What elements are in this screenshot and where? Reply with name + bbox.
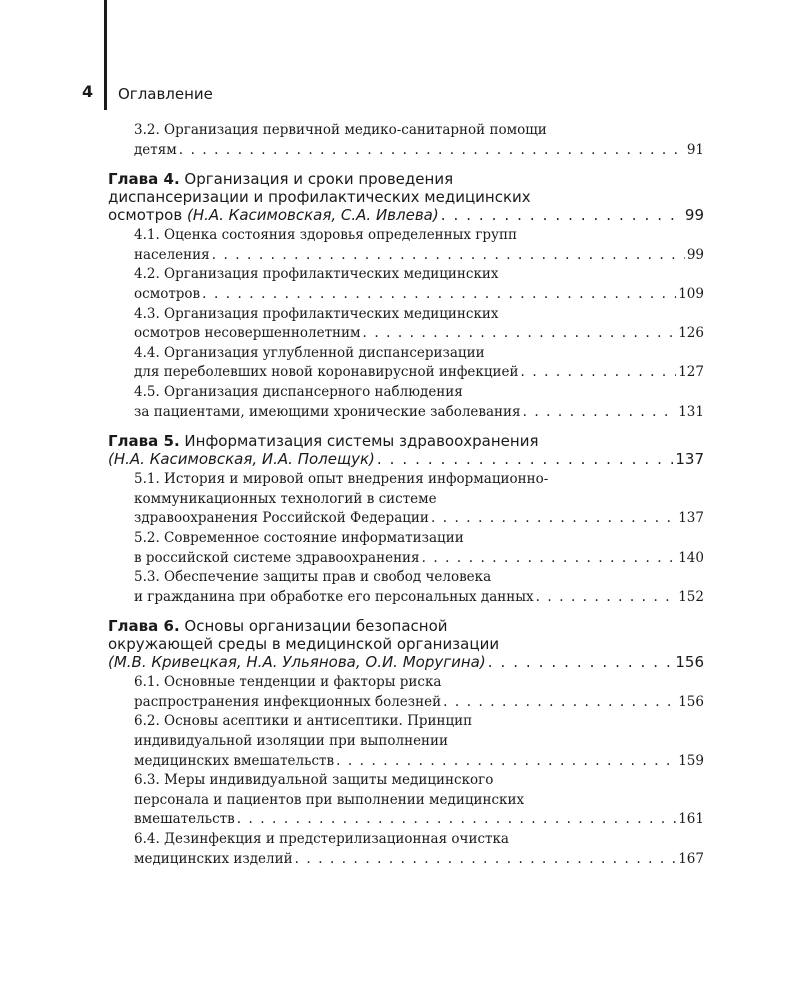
chapter-page-number: 99 [684, 206, 704, 225]
toc-entry-line: 3.2. Организация первичной медико-санитарной помощи [134, 122, 547, 138]
toc-entry-line: 6.4. Дезинфекция и предстерилизационная очистка [134, 831, 509, 848]
dot-leader [179, 141, 685, 161]
toc-entry-last-line [134, 509, 704, 529]
dot-leader [212, 246, 685, 266]
toc-entry-last-line [134, 285, 704, 305]
chapter-sections [108, 673, 704, 869]
chapter-authors-line [108, 206, 704, 224]
toc-page-number: 152 [678, 588, 704, 605]
toc-entry[interactable] [134, 121, 704, 160]
toc-entry-last-line [134, 752, 704, 772]
chapter-authors-line [108, 653, 704, 671]
chapter-authors-wrap [108, 653, 486, 671]
toc-entry[interactable] [134, 771, 704, 830]
toc-chapter [108, 432, 704, 607]
running-header-title: Оглавление [118, 85, 213, 103]
margin-rule [104, 0, 107, 110]
toc-entry[interactable] [134, 226, 704, 265]
chapter-title-line [108, 617, 704, 635]
toc-entry-text: населения [134, 246, 210, 263]
toc-entry-line: 4.5. Организация диспансерного наблюдения [134, 383, 463, 400]
toc-entry-last-line [134, 141, 704, 161]
page-number: 4 [82, 82, 94, 101]
toc-entry[interactable] [134, 383, 704, 422]
toc-entry-last-line [134, 363, 704, 383]
chapter-label: Глава 5. [108, 432, 180, 451]
chapter-label: Глава 6. [108, 617, 180, 636]
toc-entry[interactable] [134, 470, 704, 529]
toc-entry-text: в российской системе здравоохранения [134, 549, 420, 566]
chapter-page-number: 137 [675, 450, 704, 469]
toc-entry-last-line [134, 810, 704, 830]
chapter-sections [108, 226, 704, 422]
toc-entry-last-line [134, 324, 704, 344]
chapter-title-line [108, 432, 704, 450]
toc-entry[interactable] [134, 830, 704, 869]
chapter-authors: (Н.А. Касимовская, И.А. Полещук) [108, 450, 375, 469]
toc-entry[interactable] [134, 568, 704, 607]
chapter-title-text: Информатизация системы здравоохранения [184, 432, 539, 451]
toc-page-number: 159 [678, 752, 704, 769]
chapter-sections [108, 470, 704, 607]
toc-entry-line: 4.2. Организация профилактических медицинских [134, 266, 499, 283]
toc-chapter [108, 170, 704, 422]
chapter-authors-wrap [108, 450, 375, 468]
toc-entry-last-line [134, 403, 704, 423]
toc-entry-last-line [134, 850, 704, 870]
toc-entry-last-line [134, 549, 704, 569]
toc-page-number: 140 [678, 549, 704, 566]
toc-entry-last-line [134, 693, 704, 713]
toc-entry-text: для переболевших новой коронавирусной инфекцией [134, 364, 519, 381]
toc-entry-text: и гражданина при обработке его персональных данных [134, 588, 534, 605]
toc-entry[interactable] [134, 529, 704, 568]
toc-entry-line: 5.2. Современное состояние информатизации [134, 529, 464, 546]
toc-page-number: 127 [678, 364, 704, 381]
dot-leader [336, 752, 676, 772]
toc-page-number: 161 [678, 811, 704, 828]
chapter-title-text: Основы организации безопасной [184, 617, 448, 636]
chapter-title-text: осмотров [108, 206, 183, 225]
toc-entry-line: коммуникационных технологий в системе [134, 490, 437, 507]
toc-page-number: 131 [678, 403, 704, 420]
chapter-heading[interactable] [108, 432, 704, 468]
chapter-title-line: окружающей среды в медицинской организации [108, 635, 500, 654]
dot-leader [443, 693, 676, 713]
chapter-title-line [108, 170, 704, 188]
dot-leader [202, 285, 676, 305]
toc-entry[interactable] [134, 265, 704, 304]
toc-entry[interactable] [134, 673, 704, 712]
toc-entry-text: детям [134, 141, 177, 158]
toc-entry-line: персонала и пациентов при выполнении медицинских [134, 791, 525, 808]
chapter-heading[interactable] [108, 617, 704, 671]
toc-entry-line: 4.1. Оценка состояния здоровья определенных групп [134, 227, 517, 244]
toc-entry-line: 6.3. Меры индивидуальной защиты медицинского [134, 772, 494, 789]
chapter-heading[interactable] [108, 170, 704, 224]
toc-page-number: 126 [678, 325, 704, 342]
toc-intro-section [108, 121, 704, 160]
toc-entry-text: за пациентами, имеющими хронические заболевания [134, 403, 521, 420]
toc-entry-line: 6.2. Основы асептики и антисептики. Принцип [134, 713, 473, 730]
chapter-authors-wrap [108, 206, 439, 224]
chapter-title-line: диспансеризации и профилактических медицинских [108, 188, 531, 207]
toc-entry-line: 6.1. Основные тенденции и факторы риска [134, 674, 442, 691]
dot-leader [295, 850, 677, 870]
toc-page-number: 137 [678, 510, 704, 527]
toc-entry-text: распространения инфекционных болезней [134, 693, 442, 710]
toc-entry-line: 4.4. Организация углубленной диспансеризации [134, 344, 485, 361]
dot-leader [237, 810, 677, 830]
toc-page-number: 91 [686, 141, 704, 158]
toc-entry[interactable] [134, 712, 704, 771]
toc-entry-line: 5.3. Обеспечение защиты прав и свобод человека [134, 569, 492, 586]
dot-leader [523, 403, 677, 423]
toc-page-number: 109 [678, 285, 704, 302]
chapter-authors: (М.В. Кривецкая, Н.А. Ульянова, О.И. Моругина) [108, 653, 486, 672]
dot-leader [363, 324, 677, 344]
toc-entry-text: осмотров [134, 285, 201, 302]
dot-leader [377, 450, 673, 468]
toc-entry-text: медицинских вмешательств [134, 752, 335, 769]
toc-page-number: 156 [678, 693, 704, 710]
dot-leader [521, 363, 677, 383]
dot-leader [431, 509, 676, 529]
toc-entry-last-line [134, 246, 704, 266]
toc-chapter [108, 617, 704, 869]
chapter-page-number: 156 [675, 653, 704, 672]
dot-leader [422, 549, 677, 569]
toc-entry-text: осмотров несовершеннолетним [134, 325, 361, 342]
toc-entry-text: здравоохранения Российской Федерации [134, 510, 429, 527]
toc-entry-text: вмешательств [134, 811, 235, 828]
toc-entry-text: медицинских изделий [134, 850, 293, 867]
dot-leader [488, 653, 674, 671]
toc-entry-last-line [134, 588, 704, 608]
toc-entry[interactable] [134, 344, 704, 383]
dot-leader [536, 588, 677, 608]
toc-page-number: 167 [678, 850, 704, 867]
toc-page-number: 99 [686, 246, 704, 263]
chapter-authors: (Н.А. Касимовская, С.А. Ивлева) [186, 206, 439, 225]
chapter-label: Глава 4. [108, 170, 180, 189]
toc-entry[interactable] [134, 305, 704, 344]
toc-entry-line: индивидуальной изоляции при выполнении [134, 733, 449, 750]
chapter-title-text: Организация и сроки проведения [184, 170, 454, 189]
toc-entry-line: 5.1. История и мировой опыт внедрения информационно- [134, 471, 549, 488]
dot-leader [441, 206, 683, 224]
chapter-authors-line [108, 450, 704, 468]
toc-entry-line: 4.3. Организация профилактических медицинских [134, 305, 499, 322]
table-of-contents [108, 121, 704, 879]
